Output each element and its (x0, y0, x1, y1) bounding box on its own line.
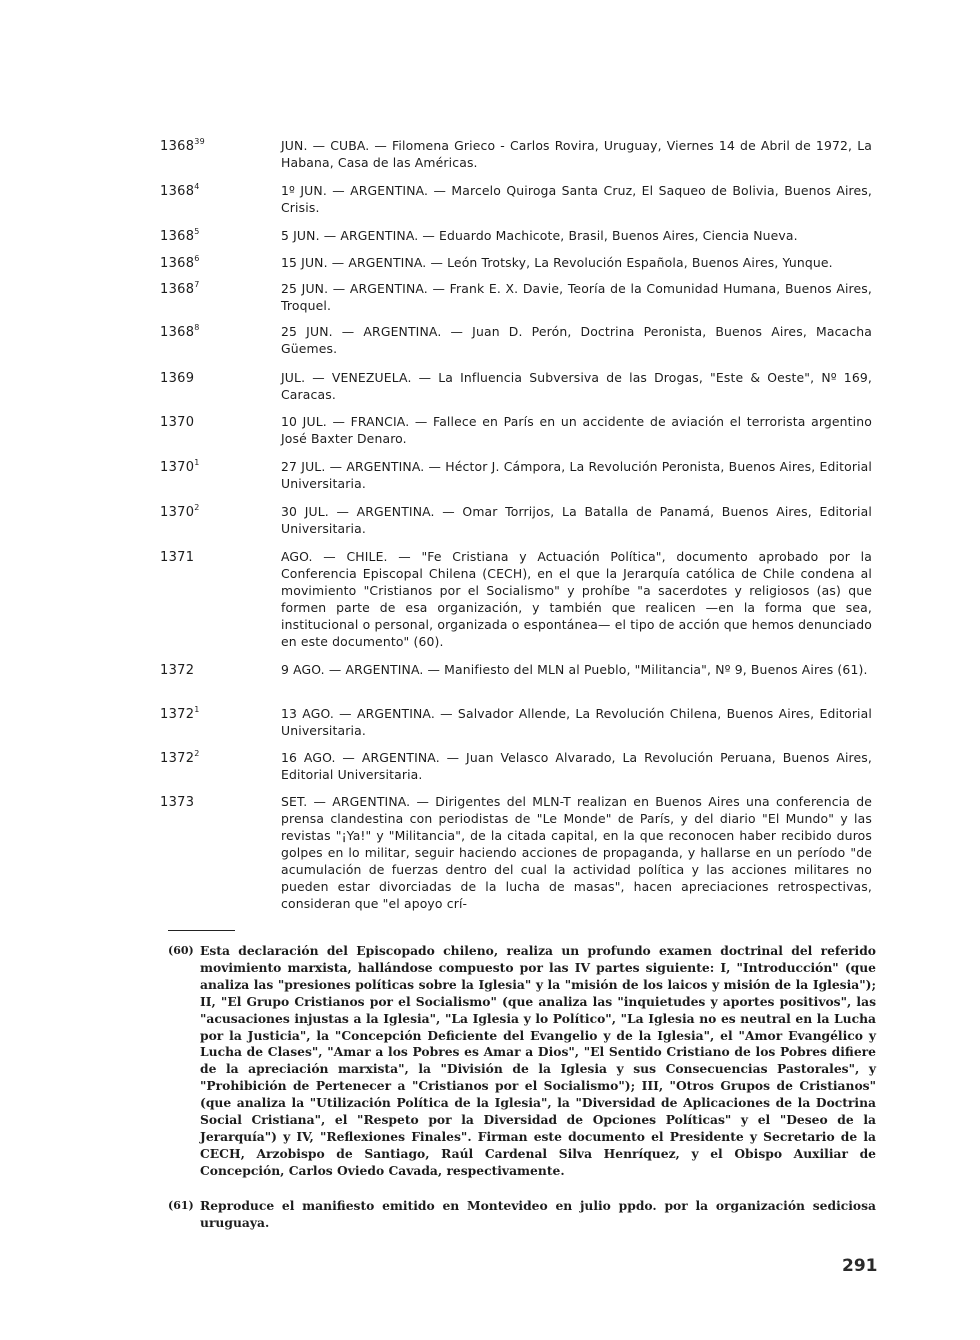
entry-number: 1368$^6$ (160, 254, 200, 271)
entry-number: 1368$^5$ (160, 227, 200, 244)
entry-text: 30 JUL. — ARGENTINA. — Omar Torrijos, La Batalla de Panamá, Buenos Aires, Editorial Universitaria. (281, 504, 872, 536)
entry-text: 9 AGO. — ARGENTINA. — Manifiesto del MLN al Pueblo, "Militancia", Nº 9, Buenos Aires (61). (281, 662, 868, 677)
entry-number: 1368$^7$ (160, 280, 200, 297)
page-number: 291 (842, 1256, 878, 1276)
entry-text: 13 AGO. — ARGENTINA. — Salvador Allende, La Revolución Chilena, Buenos Aires, Editorial Universitaria. (281, 706, 872, 738)
entry-text: JUN. — CUBA. — Filomena Grieco - Carlos Rovira, Uruguay, Viernes 14 de Abril de 1972, La Habana, Casa de las Américas. (281, 138, 872, 170)
entry-text: SET. — ARGENTINA. — Dirigentes del MLN-T realizan en Buenos Aires una conferencia de prensa clandestina con periodistas de "Le Monde" de París, y del diario "El Mundo" y las revistas "¡Ya!" y "Militancia", de la citada capital, en la que reconocen haber recibido duros golpes en lo militar, seguir haciendo acciones de propaganda, y hallarse en un período "de acumulación de fuerzas dentro del cual la actividad política y las acciones militares no pueden estar divorciadas de la lucha de masas", hacen apreciaciones retrospectivas, consideran que "el apoyo crí- (281, 794, 872, 911)
chronology-entry (160, 503, 880, 537)
entry-text: 25 JUN. — ARGENTINA. — Frank E. X. Davie, Teoría de la Comunidad Humana, Buenos Aires, Troquel. (281, 281, 872, 313)
entry-number: 1370 (160, 415, 195, 430)
chronology-entry (160, 280, 880, 314)
footnote (168, 943, 876, 1180)
chronology-entry (160, 661, 880, 695)
chronology-entry (160, 793, 880, 915)
entry-text: 25 JUN. — ARGENTINA. — Juan D. Perón, Doctrina Peronista, Buenos Aires, Macacha Güemes. (281, 324, 872, 356)
entry-text: 16 AGO. — ARGENTINA. — Juan Velasco Alvarado, La Revolución Peruana, Buenos Aires, Editorial Universitaria. (281, 750, 872, 782)
entry-text: 15 JUN. — ARGENTINA. — León Trotsky, La Revolución Española, Buenos Aires, Yunque. (281, 255, 833, 270)
entry-number: 1372$^2$ (160, 749, 200, 766)
chronology-entry (160, 369, 880, 403)
footnote-mark: (60) (168, 944, 194, 957)
entry-text: 5 JUN. — ARGENTINA. — Eduardo Machicote, Brasil, Buenos Aires, Ciencia Nueva. (281, 228, 798, 243)
entry-text: JUL. — VENEZUELA. — La Influencia Subversiva de las Drogas, "Este & Oeste", Nº 169, Caracas. (281, 370, 872, 402)
chronology-entry (160, 182, 880, 216)
entry-number: 1368$^4$ (160, 182, 200, 199)
chronology-entry (160, 749, 880, 783)
entry-number: 1369 (160, 371, 195, 386)
entry-text: 1º JUN. — ARGENTINA. — Marcelo Quiroga Santa Cruz, El Saqueo de Bolivia, Buenos Aires, Crisis. (281, 183, 872, 215)
entry-number: 1371 (160, 550, 195, 565)
entry-number: 1370$^1$ (160, 458, 200, 475)
chronology-entry (160, 227, 880, 244)
chronology-entry (160, 548, 880, 652)
entry-number: 1373 (160, 795, 195, 810)
chronology-entry (160, 413, 880, 447)
chronology-entry (160, 254, 880, 271)
entry-text: 27 JUL. — ARGENTINA. — Héctor J. Cámpora, La Revolución Peronista, Buenos Aires, Editorial Universitaria. (281, 459, 872, 491)
chronology-entry (160, 323, 880, 357)
entry-number: 1368$^{39}$ (160, 137, 206, 154)
entry-number: 1372$^1$ (160, 705, 200, 722)
footnote-text: Reproduce el manifiesto emitido en Montevideo en julio ppdo. por la organización sediciosa uruguaya. (200, 1198, 876, 1230)
entry-number: 1370$^2$ (160, 503, 200, 520)
entry-text: 10 JUL. — FRANCIA. — Fallece en París en un accidente de aviación el terrorista argentino José Baxter Denaro. (281, 414, 872, 446)
footnote-separator (168, 930, 235, 931)
chronology-entry (160, 137, 880, 171)
entry-number: 1368$^8$ (160, 323, 200, 340)
entry-text: AGO. — CHILE. — "Fe Cristiana y Actuación Política", documento aprobado por la Conferencia Episcopal Chilena (CECH), en el que la Jerarquía católica de Chile condena al movimiento "Cristianos por el Socialismo" y prohíbe "a sacerdotes y religiosos (as) que formen parte de esa organización, y también que realicen —en la forma que sea, institucional o personal, organizada o espontánea— el tipo de acción que hemos denunciado en este documento" (60). (281, 549, 872, 649)
entry-number: 1372 (160, 663, 195, 678)
footnote-text: Esta declaración del Episcopado chileno, realiza un profundo examen doctrinal del referido movimiento marxista, hallándose compuesto por las IV partes siguiente: I, "Introducción" (que analiza las "presiones políticas sobre la Iglesia" y la "misión de los laicos y misión de la Iglesia"); II, "El Grupo Cristianos por el Socialismo" (que analiza las "inquietudes y aportes positivos", las "acusaciones injustas a la Iglesia", "La Iglesia y lo Político", "La Iglesia no es neutral en la Lucha por la Justicia", la "Concepción Deficiente del Evangelio y de la Iglesia", el "Amor Evangélico y Lucha de Clases", "Amar a los Pobres es Amar a Dios", "El Sentido Cristiano de los Pobres difiere de la apreciación marxista", la "División de la Iglesia y sus Consecuencias Pastorales", y "Prohibición de Pertenecer a "Cristianos por el Socialismo"); III, "Otros Grupos de Cristianos" (que analiza la "Utilización Política de la Iglesia", la "Diversidad de Aplicaciones de la Doctrina Social Cristiana", el "Respeto por la Diversidad de Opciones Políticas" y el "Deseo de la Jerarquía") y IV, "Reflexiones Finales". Firman este documento el Presidente y Secretario de la CECH, Arzobispo de Santiago, Raúl Cardenal Silva Henríquez, y el Obispo Auxiliar de Concepción, Carlos Oviedo Cavada, respectivamente. (200, 943, 876, 1178)
footnote-mark: (61) (168, 1199, 194, 1212)
chronology-entry (160, 705, 880, 739)
footnote (168, 1198, 876, 1232)
chronology-entry (160, 458, 880, 492)
